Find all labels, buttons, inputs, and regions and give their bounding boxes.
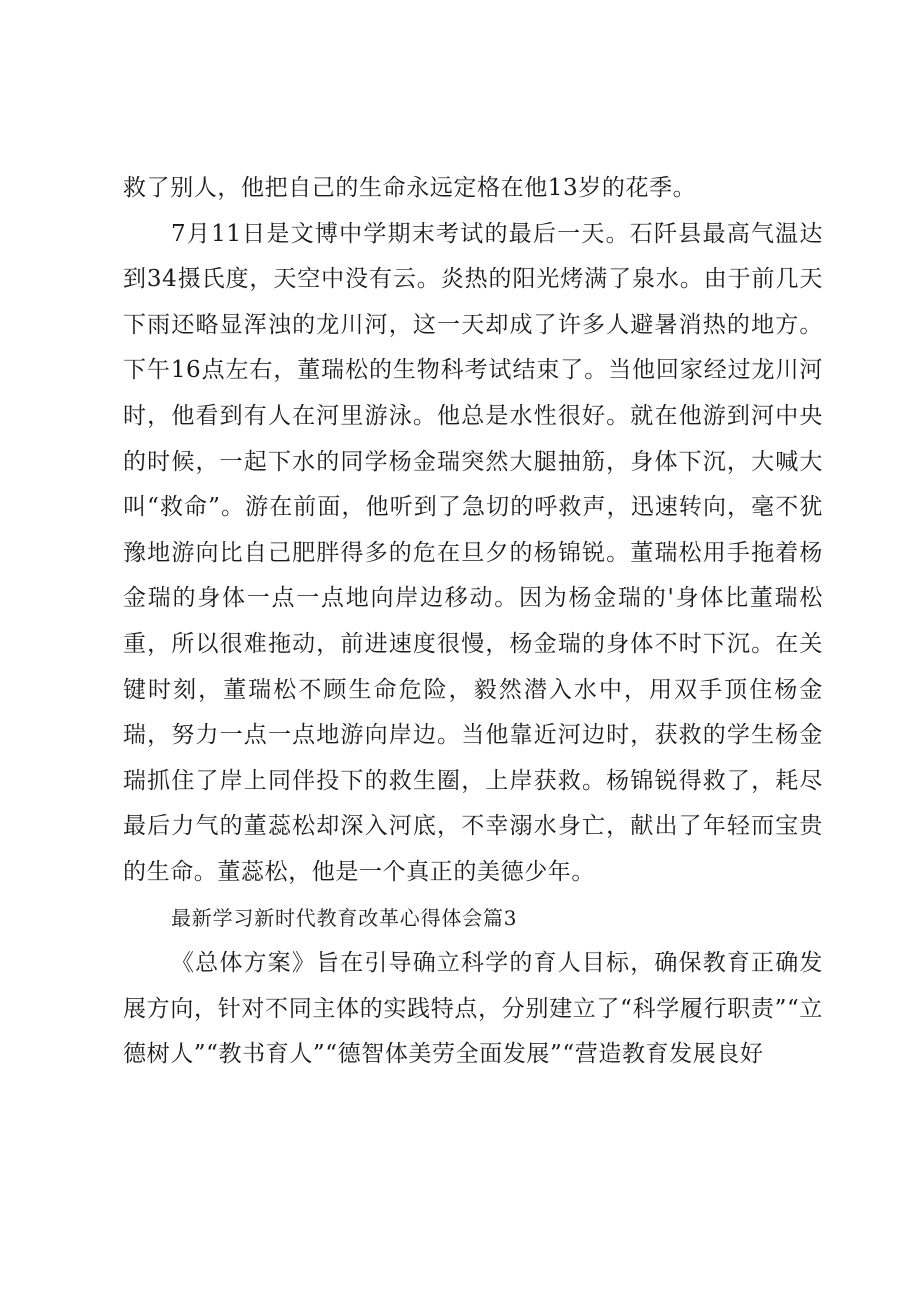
paragraph-rescue-story: 7月11日是文博中学期末考试的最后一天。石阡县最高气温达到34摄氏度，天空中没有云。炎热的阳光烤满了泉水。由于前几天下雨还略显浑浊的龙川河，这一天却成了许多人避暑消热的地方。下午16点左右，董瑞松的生物科考试结束了。当他回家经过龙川河时，他看到有人在河里游泳。他总是水性很好。就在他游到河中央的时候，一起下水的同学杨金瑞突然大腿抽筋，身体下沉，大喊大叫“救命”。游在前面，他听到了急切的呼救声，迅速转向，毫不犹豫地游向比自己肥胖得多的危在旦夕的杨锦锐。董瑞松用手拖着杨金瑞的身体一点一点地向岸边移动。因为杨金瑞的'身体比董瑞松重，所以很难拖动，前进速度很慢，杨金瑞的身体不时下沉。在关键时刻，董瑞松不顾生命危险，毅然潜入水中，用双手顶住杨金瑞，努力一点一点地游向岸边。当他靠近河边时，获救的学生杨金瑞抓住了岸上同伴投下的救生圈，上岸获救。杨锦锐得救了，耗尽最后力气的董蕊松却深入河底，不幸溺水身亡，献出了年轻而宝贵的生命。董蕊松，他是一个真正的美德少年。 bbox=[123, 220, 823, 885]
section-heading: 最新学习新时代教育改革心得体会篇3 bbox=[171, 905, 518, 930]
paragraph-continuation: 救了别人，他把自己的生命永远定格在他13岁的花季。 bbox=[123, 175, 697, 201]
document-body bbox=[123, 166, 823, 1078]
paragraph-overall-plan: 《总体方案》旨在引导确立科学的育人目标，确保教育正确发展方向，针对不同主体的实践特点，分别建立了“科学履行职责”“立德树人”“教书育人”“德智体美劳全面发展”“营造教育发展良好 bbox=[123, 950, 823, 1068]
